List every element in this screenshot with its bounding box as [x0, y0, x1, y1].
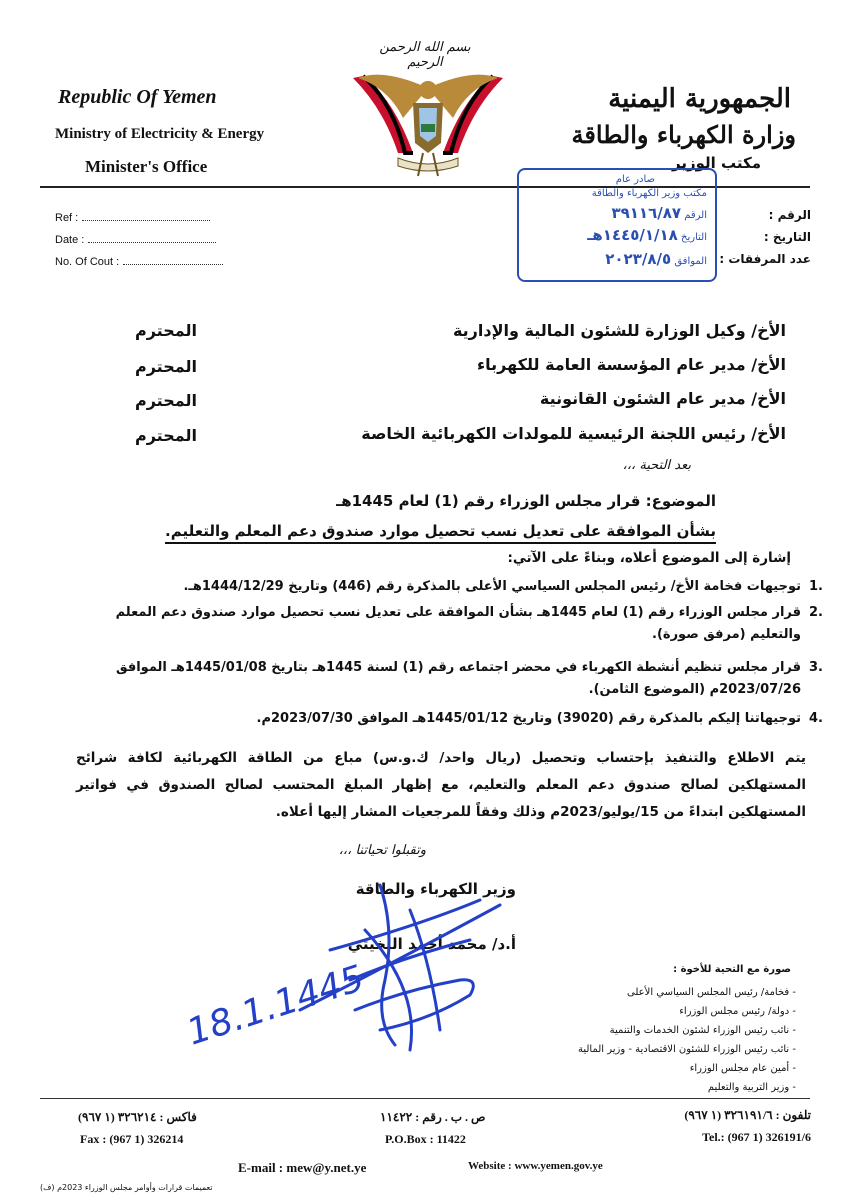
ref-dotted-line: [82, 210, 210, 221]
cc-item: - نائب رئيس الوزراء للشئون الاقتصادية - وزير المالية: [577, 1044, 796, 1055]
intro: إشارة إلى الموضوع أعلاه، وبناءً على الآتي:: [507, 550, 791, 566]
fax-en: Fax : (967 1) 326214: [80, 1132, 184, 1146]
honor-4: المحترم: [135, 426, 197, 445]
addressee-3: الأخ/ مدير عام الشئون القانونية: [539, 389, 786, 408]
count-label: No. Of Cout :: [55, 256, 120, 268]
honor-1: المحترم: [135, 321, 197, 340]
date-label-ar: التاريخ: [772, 230, 811, 244]
stamp-line2: مكتب وزير الكهرباء والطاقة: [591, 188, 707, 199]
item-text: قرار مجلس تنظيم أنشطة الكهرباء في محضر اجتماعه رقم (1) لسنة 1445هـ بتاريخ 1445/01/08هـ الموافق 2023/07/26م (الموضوع الثامن).: [116, 660, 801, 697]
yemen-emblem-icon: [343, 58, 513, 178]
stamp-agree: [605, 250, 707, 268]
registration-stamp: [517, 168, 717, 282]
count-field-en: [55, 254, 223, 268]
cc-item: - وزير التربية والتعليم: [707, 1082, 796, 1093]
subject-line2: بشأن الموافقة على تعديل نسب تحصيل موارد صندوق دعم المعلم والتعليم.: [165, 522, 716, 544]
body-paragraph: يتم الاطلاع والتنفيذ بإحتساب وتحصيل (ريال واحد/ ك.و.س) مباع من الطاقة الكهربائية لكافة شرائح المستهلكين لصالح صندوق دعم المعلم والتعليم، مع إظهار المبلغ المحتسب لصالح الصندوق في فواتير المستهلكين ابتداءً من 15/يوليو/2023م وذلك وفقاً للمرجعيات المشار إليها أعلاه.: [76, 750, 806, 820]
honor-2: المحترم: [135, 357, 197, 376]
stamp-date-value: ١٤٤٥/١/١٨هـ: [587, 226, 678, 244]
basmala: بسم الله الرحمن الرحيم: [379, 40, 471, 70]
republic-ar: الجمهورية اليمنية: [608, 84, 791, 114]
stamp-ref: [611, 204, 707, 222]
office-ar: مكتب الوزير: [671, 154, 761, 172]
stamp-date-label: التاريخ: [681, 232, 707, 243]
list-item: [101, 576, 823, 598]
cc-item: - نائب رئيس الوزراء لشئون الخدمات والتنمية: [609, 1025, 796, 1036]
stamp-ref-label: الرقم: [684, 210, 707, 221]
handwritten-signature-icon: [180, 870, 510, 1070]
cc-item: - أمين عام مجلس الوزراء: [689, 1063, 796, 1074]
website: Website : www.yemen.gov.ye: [468, 1160, 603, 1172]
bottom-note: تعميمات قرارات وأوامر مجلس الوزراء 2023م (ف): [40, 1183, 213, 1192]
attachments-label-ar: عدد المرفقات: [728, 252, 811, 266]
email: E-mail : mew@y.net.ye: [238, 1160, 367, 1175]
office-en: Minister's Office: [85, 157, 208, 176]
cc-title: صورة مع التحية للأخوة :: [673, 964, 791, 975]
pobox-ar: ص . ب . رقم : ١١٤٢٢: [380, 1110, 486, 1124]
tel-en: Tel.: (967 1) 326191/6: [702, 1130, 811, 1144]
stamp-line1: صادر عام: [615, 174, 655, 185]
signatory-name: أ.د/ محمد أحمد البخيتي: [347, 935, 516, 953]
stamp-agree-label: الموافق: [674, 256, 707, 267]
republic-en: Republic Of Yemen: [58, 86, 217, 108]
addressee-4: الأخ/ رئيس اللجنة الرئيسية للمولدات الكهربائية الخاصة: [361, 424, 786, 443]
list-item: [101, 708, 823, 730]
stamp-agree-value: ٢٠٢٣/٨/٥: [605, 250, 672, 268]
date-dotted-line: [88, 232, 216, 243]
subject-line1: الموضوع: قرار مجلس الوزراء رقم (1) لعام 1445هـ: [336, 492, 716, 510]
tel-ar: تلفون : ٣٢٦١٩١/٦ (١ ٩٦٧): [684, 1108, 811, 1122]
signatory-title: وزير الكهرباء والطاقة: [355, 880, 516, 898]
list-item: [101, 657, 823, 701]
attachments-field-ar: عدد المرفقات :: [719, 252, 811, 266]
stamp-date: [587, 226, 707, 244]
count-dotted-line: [123, 254, 223, 265]
footer-divider: [40, 1098, 810, 1099]
ref-label: Ref :: [55, 212, 79, 224]
ref-label-ar: الرقم: [777, 208, 811, 222]
item-text: توجيهات فخامة الأخ/ رئيس المجلس السياسي الأعلى بالمذكرة رقم (446) وتاريخ 1444/12/29هـ.: [183, 579, 801, 594]
ref-field-ar: الرقم :: [768, 208, 811, 222]
item-number: .2: [809, 605, 823, 620]
date-field-en: [55, 232, 216, 246]
closing: وتقبلوا تحياتنا ،،،: [338, 843, 426, 858]
list-item: [101, 602, 823, 646]
fax-ar: فاكس : ٣٢٦٢١٤ (١ ٩٦٧): [78, 1110, 197, 1124]
addressee-1: الأخ/ وكيل الوزارة للشئون المالية والإدارية: [452, 321, 786, 340]
item-number: .4: [809, 711, 823, 726]
addressee-2: الأخ/ مدير عام المؤسسة العامة للكهرباء: [476, 355, 786, 374]
pobox-en: P.O.Box : 11422: [385, 1132, 466, 1146]
cc-item: - دولة/ رئيس مجلس الوزراء: [679, 1006, 796, 1017]
ref-field-en: [55, 210, 210, 224]
ministry-ar: وزارة الكهرباء والطاقة: [571, 120, 796, 149]
item-text: قرار مجلس الوزراء رقم (1) لعام 1445هـ بشأن الموافقة على تعديل نسب تحصيل موارد صندوق دعم المعلم والتعليم (مرفق صورة).: [115, 605, 801, 642]
ministry-en: Ministry of Electricity & Energy: [55, 126, 265, 142]
item-number: .1: [809, 579, 823, 594]
greeting: بعد التحية ،،،: [622, 458, 691, 473]
stamp-ref-value: ٣٩١١٦/٨٧: [611, 204, 682, 222]
date-field-ar: التاريخ :: [763, 230, 811, 244]
honor-3: المحترم: [135, 391, 197, 410]
item-number: .3: [809, 660, 823, 675]
date-label: Date :: [55, 234, 85, 246]
handwritten-date: 18.1.1445: [182, 957, 370, 1054]
cc-item: - فخامة/ رئيس المجلس السياسي الأعلى: [627, 987, 796, 998]
item-text: توجيهاتنا إليكم بالمذكرة رقم (39020) وتاريخ 1445/01/12هـ الموافق 2023/07/30م.: [256, 711, 801, 726]
